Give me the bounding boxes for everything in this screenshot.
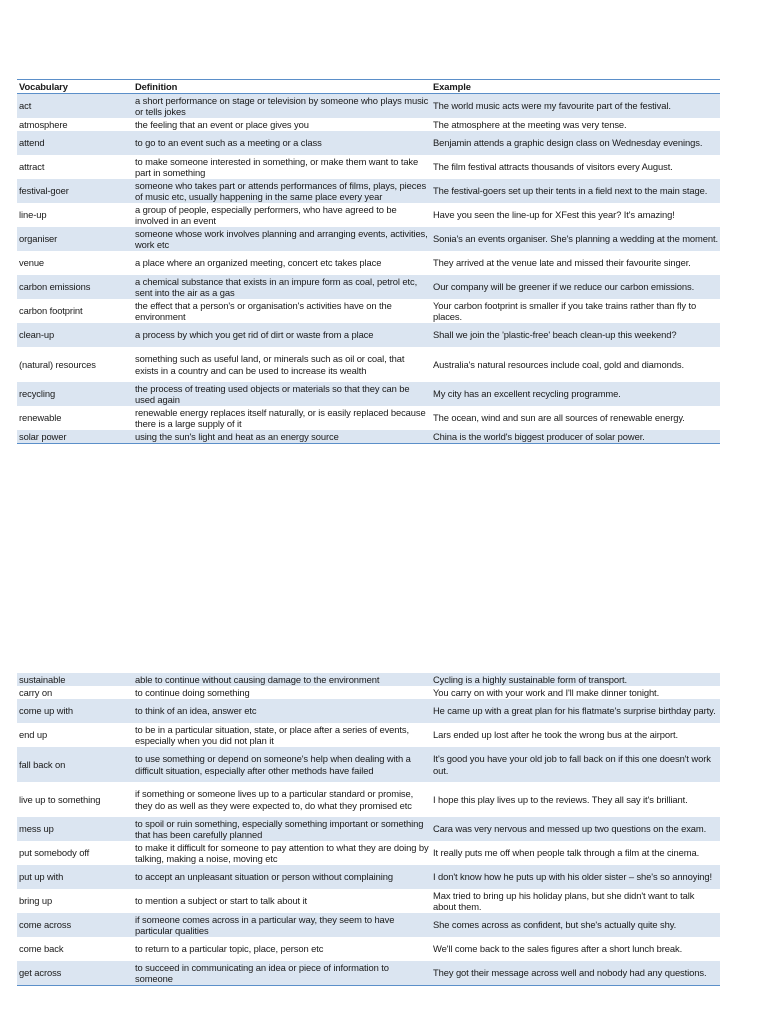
vocabulary-term: come across bbox=[17, 913, 133, 937]
example-sentence: The festival-goers set up their tents in a field next to the main stage. bbox=[431, 179, 720, 203]
table-row bbox=[17, 94, 720, 119]
example-sentence: Cycling is a highly sustainable form of transport. bbox=[431, 673, 720, 686]
definition-text: renewable energy replaces itself naturally, or is easily replaced because there is a large supply of it bbox=[135, 406, 426, 429]
table-row bbox=[17, 251, 720, 275]
table-row bbox=[17, 782, 720, 817]
vocabulary-term: attract bbox=[19, 161, 45, 173]
table-row bbox=[17, 203, 720, 227]
header-example: Example bbox=[431, 80, 720, 94]
vocabulary-term: atmosphere bbox=[19, 118, 68, 130]
definition-text: to return to a particular topic, place, person etc bbox=[135, 943, 324, 955]
table-row bbox=[17, 382, 720, 406]
definition-text: to accept an unpleasant situation or person without complaining bbox=[133, 865, 431, 889]
definition-text: able to continue without causing damage to the environment bbox=[133, 673, 431, 686]
table-row bbox=[17, 323, 720, 347]
definition-text: someone whose work involves planning and arranging events, activities, work etc bbox=[133, 227, 431, 251]
definition-text: a process by which you get rid of dirt or waste from a place bbox=[133, 323, 431, 347]
table-row bbox=[17, 865, 720, 889]
vocabulary-term: fall back on bbox=[17, 747, 133, 782]
vocabulary-term: get across bbox=[17, 961, 133, 986]
vocabulary-term: put up with bbox=[17, 865, 133, 889]
vocabulary-table-2 bbox=[17, 673, 720, 986]
table-row bbox=[17, 155, 720, 179]
vocabulary-term: act bbox=[17, 94, 133, 119]
definition-text: to make someone interested in something, or make them want to take part in something bbox=[135, 155, 419, 178]
definition-text: to spoil or ruin something, especially something important or something that has been carefully planned bbox=[133, 817, 431, 841]
vocabulary-term: sustainable bbox=[17, 673, 133, 686]
table-row bbox=[17, 817, 720, 841]
table-row bbox=[17, 179, 720, 203]
table-row bbox=[17, 275, 720, 299]
vocabulary-term: carry on bbox=[19, 686, 53, 698]
example-sentence: It really puts me off when people talk through a film at the cinema. bbox=[433, 847, 700, 859]
example-sentence: They arrived at the venue late and missed their favourite singer. bbox=[433, 257, 691, 269]
vocabulary-term: line-up bbox=[19, 209, 47, 221]
example-sentence: It's good you have your old job to fall back on if this one doesn't work out. bbox=[431, 747, 720, 782]
example-sentence: The atmosphere at the meeting was very tense. bbox=[433, 118, 627, 130]
vocabulary-term: end up bbox=[19, 729, 48, 741]
table-row bbox=[17, 118, 720, 131]
vocabulary-term: come up with bbox=[17, 699, 133, 723]
header-definition: Definition bbox=[133, 80, 431, 94]
definition-text: a short performance on stage or television by someone who plays music or tells jokes bbox=[133, 94, 431, 119]
definition-text: to make it difficult for someone to pay attention to what they are doing by talking, making a noise, moving etc bbox=[135, 841, 429, 864]
vocabulary-term: organiser bbox=[17, 227, 133, 251]
vocabulary-term: (natural) resources bbox=[19, 358, 96, 370]
table-row bbox=[17, 961, 720, 986]
definition-text: if something or someone lives up to a particular standard or promise, they do as well as they were expected to, do what they promised etc bbox=[135, 788, 414, 811]
example-sentence: Australia's natural resources include coal, gold and diamonds. bbox=[433, 358, 684, 370]
example-sentence: The world music acts were my favourite part of the festival. bbox=[431, 94, 720, 119]
definition-text: someone who takes part or attends performances of films, plays, pieces of music etc, usually happening in the same place every year bbox=[133, 179, 431, 203]
vocabulary-term: festival-goer bbox=[17, 179, 133, 203]
example-sentence: Benjamin attends a graphic design class on Wednesday evenings. bbox=[431, 131, 720, 155]
table-row bbox=[17, 347, 720, 382]
example-sentence: My city has an excellent recycling programme. bbox=[431, 382, 720, 406]
example-sentence: The film festival attracts thousands of visitors every August. bbox=[433, 161, 673, 173]
vocabulary-term: come back bbox=[19, 943, 64, 955]
vocabulary-term: attend bbox=[17, 131, 133, 155]
definition-text: to think of an idea, answer etc bbox=[133, 699, 431, 723]
example-sentence: We'll come back to the sales figures after a short lunch break. bbox=[433, 943, 683, 955]
example-sentence: Our company will be greener if we reduce our carbon emissions. bbox=[431, 275, 720, 299]
example-sentence: China is the world's biggest producer of solar power. bbox=[431, 430, 720, 444]
definition-text: to continue doing something bbox=[135, 686, 250, 698]
table-row bbox=[17, 723, 720, 747]
table-row bbox=[17, 673, 720, 686]
example-sentence: Have you seen the line-up for XFest this year? It's amazing! bbox=[433, 209, 675, 221]
vocabulary-term: live up to something bbox=[19, 793, 101, 805]
table-row bbox=[17, 937, 720, 961]
vocabulary-term: carbon footprint bbox=[19, 305, 83, 317]
definition-text: the process of treating used objects or materials so that they can be used again bbox=[133, 382, 431, 406]
vocabulary-term: venue bbox=[19, 257, 45, 269]
table-row bbox=[17, 686, 720, 699]
definition-text: something such as useful land, or minerals such as oil or coal, that exists in a country and can be used to increase its wealth bbox=[135, 353, 405, 376]
example-sentence: I don't know how he puts up with his older sister – she's so annoying! bbox=[431, 865, 720, 889]
definition-text: to go to an event such as a meeting or a class bbox=[133, 131, 431, 155]
vocabulary-table-1 bbox=[17, 79, 720, 444]
example-sentence: They got their message across well and nobody had any questions. bbox=[431, 961, 720, 986]
vocabulary-term: clean-up bbox=[17, 323, 133, 347]
definition-text: the effect that a person's or organisation's activities have on the environment bbox=[135, 299, 392, 322]
table-row bbox=[17, 889, 720, 913]
example-sentence: I hope this play lives up to the reviews. They all say it's brilliant. bbox=[433, 793, 688, 805]
table-row bbox=[17, 227, 720, 251]
vocabulary-term: renewable bbox=[19, 412, 62, 424]
definition-text: to be in a particular situation, state, or place after a series of events, especially when you did not plan it bbox=[135, 723, 410, 746]
definition-text: to succeed in communicating an idea or piece of information to someone bbox=[133, 961, 431, 986]
example-sentence: Your carbon footprint is smaller if you take trains rather than fly to places. bbox=[433, 299, 697, 322]
header-vocabulary: Vocabulary bbox=[17, 80, 133, 94]
example-sentence: You carry on with your work and I'll make dinner tonight. bbox=[433, 686, 660, 698]
example-sentence: The ocean, wind and sun are all sources of renewable energy. bbox=[433, 412, 685, 424]
example-sentence: Cara was very nervous and messed up two questions on the exam. bbox=[431, 817, 720, 841]
definition-text: to use something or depend on someone's help when dealing with a difficult situation, especially after other methods have failed bbox=[133, 747, 431, 782]
definition-text: to mention a subject or start to talk about it bbox=[135, 895, 308, 907]
header-row bbox=[17, 80, 720, 94]
vocabulary-term: mess up bbox=[17, 817, 133, 841]
vocabulary-term: recycling bbox=[17, 382, 133, 406]
table-row bbox=[17, 299, 720, 323]
vocabulary-term: carbon emissions bbox=[17, 275, 133, 299]
vocabulary-term: bring up bbox=[19, 895, 53, 907]
definition-text: if someone comes across in a particular way, they seem to have particular qualities bbox=[133, 913, 431, 937]
example-sentence: She comes across as confident, but she's actually quite shy. bbox=[431, 913, 720, 937]
example-sentence: He came up with a great plan for his flatmate's surprise birthday party. bbox=[431, 699, 720, 723]
table-row bbox=[17, 747, 720, 782]
definition-text: a group of people, especially performers, who have agreed to be involved in an event bbox=[135, 203, 397, 226]
table-row bbox=[17, 406, 720, 430]
definition-text: the feeling that an event or place gives you bbox=[135, 118, 309, 130]
vocabulary-term: put somebody off bbox=[19, 847, 90, 859]
table-row bbox=[17, 131, 720, 155]
definition-text: a place where an organized meeting, concert etc takes place bbox=[135, 257, 382, 269]
table-row bbox=[17, 430, 720, 444]
vocabulary-term: solar power bbox=[17, 430, 133, 444]
table-row bbox=[17, 841, 720, 865]
definition-text: using the sun's light and heat as an energy source bbox=[133, 430, 431, 444]
table-row bbox=[17, 699, 720, 723]
example-sentence: Shall we join the 'plastic-free' beach clean-up this weekend? bbox=[431, 323, 720, 347]
table-row bbox=[17, 913, 720, 937]
example-sentence: Sonia's an events organiser. She's planning a wedding at the moment. bbox=[431, 227, 720, 251]
example-sentence: Max tried to bring up his holiday plans, but she didn't want to talk about them. bbox=[433, 889, 695, 912]
example-sentence: Lars ended up lost after he took the wrong bus at the airport. bbox=[433, 729, 678, 741]
definition-text: a chemical substance that exists in an impure form as coal, petrol etc, sent into the air as a gas bbox=[133, 275, 431, 299]
